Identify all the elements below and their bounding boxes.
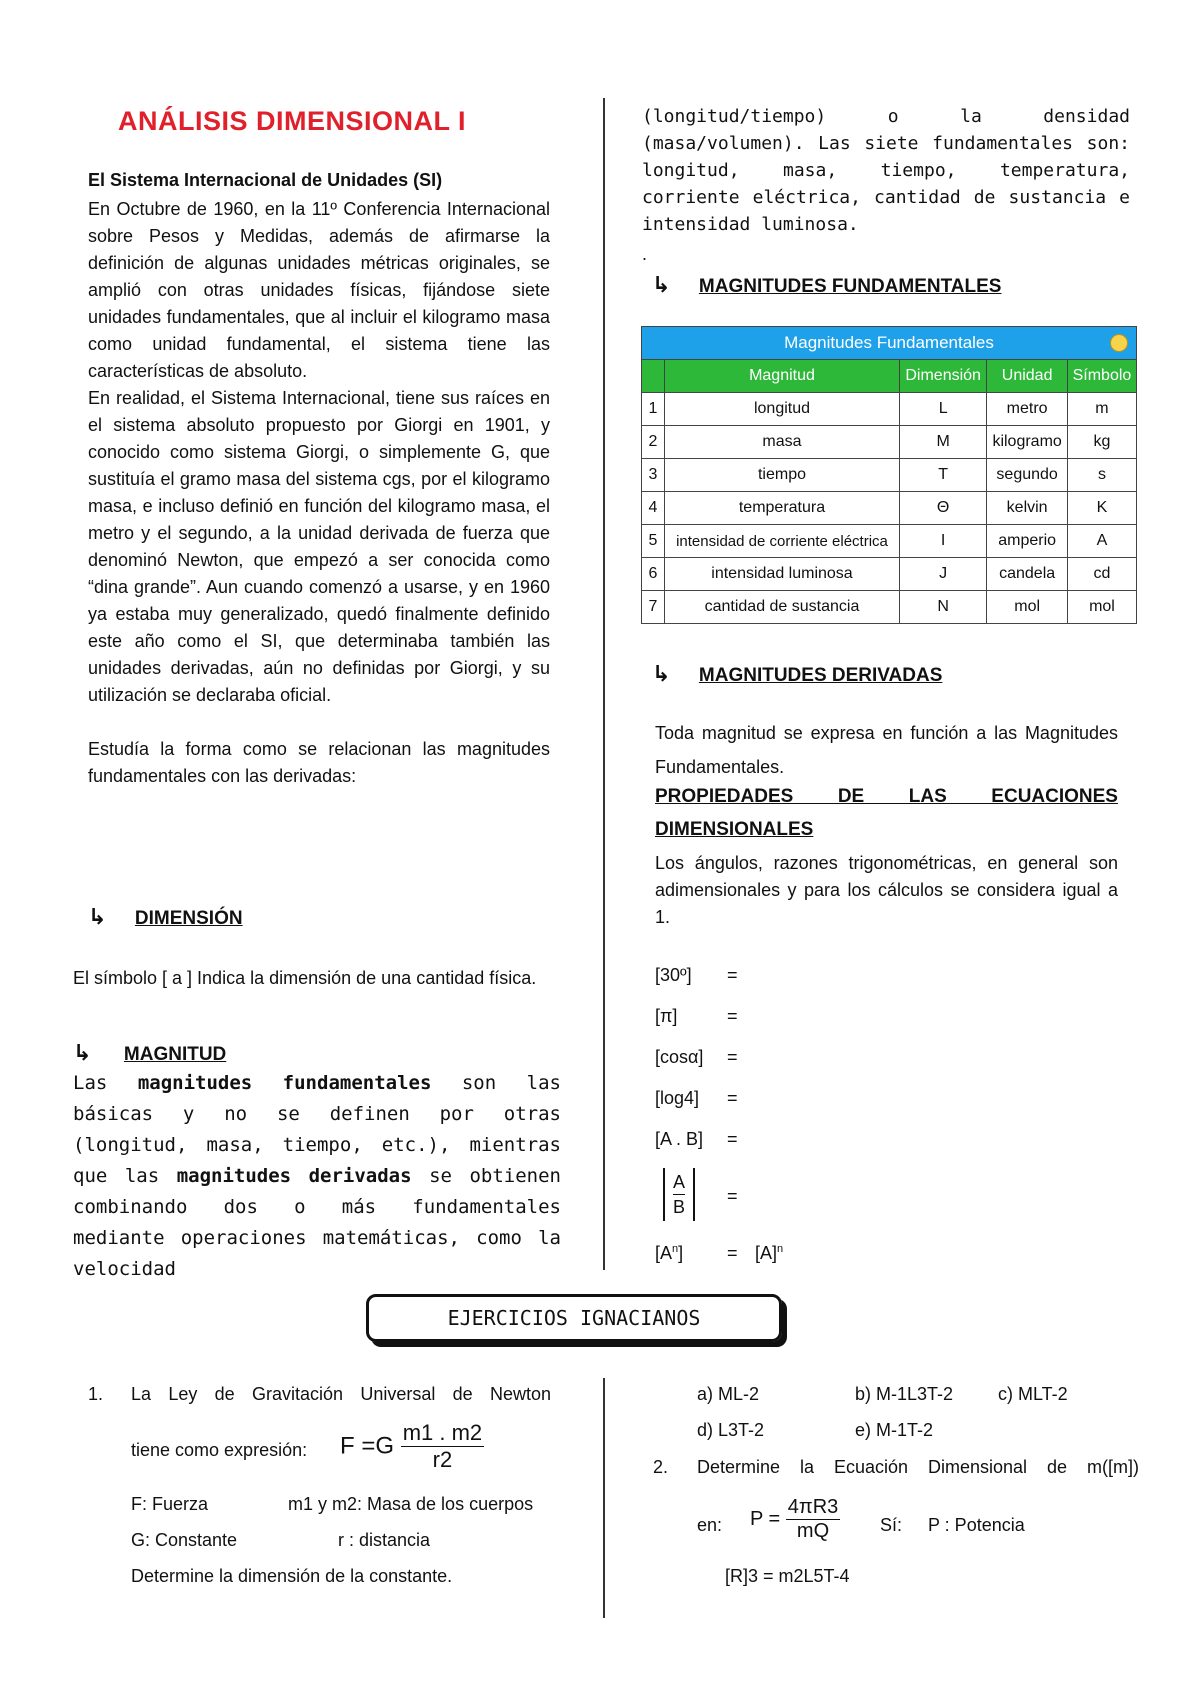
table-cell: 2: [642, 426, 665, 459]
equals-sign: =: [727, 1129, 738, 1149]
g-label: G: Constante: [131, 1530, 238, 1550]
table-cell: M: [899, 426, 986, 459]
table-cell: N: [899, 591, 986, 624]
exercise-1-question: Determine la dimensión de la constante.: [131, 1566, 453, 1586]
si-paragraph-2: En realidad, el Sistema Internacional, tiene sus raíces en el sistema absoluto propuesto por Giorgi en 1901, y conocido como sistema Giorgi, o simplemente G, que sustituía el gramo masa del sistema cgs, por el kilogramo masa, e incluso definió en función del kilogramo masa, el metro y el segundo, a la unidad derivada de fuerza que denominó Newton, que empezó a ser conocida como “dina grande”. Aun cuando comenzó a usarse, y en 1960 ya estaba muy generalizado, quedó finalmente definido este año como el SI, que determinaba también las unidades derivadas, aún no definidas por Giorgi, y su utilización se declaraba oficial.: [88, 388, 550, 705]
dimension-title: DIMENSIÓN: [134, 908, 243, 929]
answer-b: b) M-1L3T-2: [855, 1384, 954, 1404]
prop-expr: [π]: [655, 1006, 678, 1026]
prop-expr: [A: [655, 1243, 673, 1263]
prop-result: [755, 1243, 783, 1264]
magnitud-bold-derivadas: magnitudes derivadas: [176, 1165, 412, 1187]
ejercicios-title: EJERCICIOS IGNACIANOS: [366, 1294, 782, 1342]
table-cell: K: [1067, 492, 1136, 525]
arrow-icon: ↳: [73, 1040, 92, 1065]
table-cell: 3: [642, 459, 665, 492]
fundamentales-table-wrap: [641, 326, 1137, 624]
formula-fraction: [401, 1420, 484, 1473]
table-row: [642, 492, 1137, 525]
equals-sign: =: [727, 1243, 738, 1263]
fundamentales-heading: [652, 272, 1001, 298]
answer-a: a) ML-2: [697, 1384, 760, 1404]
prop-exponent: n: [777, 1243, 784, 1255]
clock-icon: [1110, 334, 1128, 352]
column-divider-bottom: [603, 1378, 605, 1618]
arrow-icon: ↳: [652, 661, 671, 686]
answer-e: e) M-1T-2: [855, 1420, 934, 1440]
prop-item-1: [655, 965, 738, 986]
prop-result-base: [A]: [755, 1243, 778, 1263]
table-cell: mol: [987, 591, 1068, 624]
table-header-dimension: Dimensión: [899, 360, 986, 393]
arrow-icon: ↳: [652, 272, 671, 297]
si-paragraph-1: En Octubre de 1960, en la 11º Conferencia Internacional sobre Pesos y Medidas, además de afirmarse la definición de algunas unidades métricas originales, se amplió con otras unidades físicas, fijándose siete unidades fundamentales, que al incluir el kilogramo masa como unidad fundamental, el sistema tiene las características de absoluto.: [88, 199, 550, 381]
exercise-1-line1: La Ley de Gravitación Universal de Newton: [131, 1384, 551, 1404]
table-cell: 5: [642, 525, 665, 558]
stray-dot: .: [642, 244, 648, 264]
gravitation-formula: [340, 1420, 484, 1473]
answer-d: d) L3T-2: [697, 1420, 765, 1440]
magnitud-text: [73, 1068, 561, 1285]
table-cell: tiempo: [665, 459, 900, 492]
table-cell: kg: [1067, 426, 1136, 459]
r-label: r : distancia: [338, 1530, 431, 1550]
dimension-heading: [88, 904, 243, 930]
exercise-1-line2: tiene como expresión:: [131, 1440, 308, 1460]
table-cell: segundo: [987, 459, 1068, 492]
si-heading: El Sistema Internacional de Unidades (SI): [88, 170, 443, 190]
magnitud-continuation: (longitud/tiempo) o la densidad (masa/volumen). Las siete fundamentales son: longitud, masa, tiempo, temperatura, corriente eléctrica, cantidad de sustancia e intensidad luminosa.: [642, 106, 1130, 235]
table-caption: [642, 327, 1137, 360]
table-cell: cd: [1067, 558, 1136, 591]
table-cell: I: [899, 525, 986, 558]
power-lhs: P =: [750, 1508, 781, 1530]
table-cell: Θ: [899, 492, 986, 525]
table-caption-text: Magnitudes Fundamentales: [784, 333, 994, 352]
power-formula: [750, 1496, 840, 1543]
si-section: [88, 167, 550, 790]
table-cell: cantidad de sustancia: [665, 591, 900, 624]
power-definition: P : Potencia: [928, 1515, 1025, 1535]
table-cell: amperio: [987, 525, 1068, 558]
derivadas-text: Toda magnitud se expresa en función a las Magnitudes Fundamentales.: [655, 723, 1118, 777]
prop-item-5: [655, 1129, 738, 1150]
table-header-simbolo: Símbolo: [1067, 360, 1136, 393]
magnitud-text-part: Las: [73, 1072, 138, 1094]
table-cell: temperatura: [665, 492, 900, 525]
f-label: F: Fuerza: [131, 1494, 209, 1514]
power-denominator: mQ: [796, 1520, 830, 1542]
magnitud-text-part: son las básicas y no se definen por otras (longitud, masa, tiempo, etc.), mientras que las: [73, 1072, 561, 1187]
power-fraction: [786, 1496, 841, 1543]
equals-sign: =: [727, 1088, 738, 1108]
prop-expr: [A . B]: [655, 1129, 704, 1149]
table-row: [642, 393, 1137, 426]
table-row: [642, 459, 1137, 492]
derivadas-title: MAGNITUDES DERIVADAS: [698, 665, 943, 686]
fundamentales-title: MAGNITUDES FUNDAMENTALES: [698, 276, 1002, 297]
prop-item-6: [663, 1168, 738, 1221]
table-cell: intensidad de corriente eléctrica: [665, 525, 900, 558]
table-cell: s: [1067, 459, 1136, 492]
exercise-2-line1: Determine la Ecuación Dimensional de m([m]): [697, 1457, 1139, 1477]
table-cell: J: [899, 558, 986, 591]
fraction-denominator: B: [673, 1197, 686, 1217]
table-cell: 6: [642, 558, 665, 591]
fraction-bracket: [663, 1168, 695, 1221]
table-header-magnitud: Magnitud: [665, 360, 900, 393]
table-cell: T: [899, 459, 986, 492]
table-cell: m: [1067, 393, 1136, 426]
propiedades-text: Los ángulos, razones trigonométricas, en general son adimensionales y para los cálculos se considera igual a 1.: [655, 853, 1118, 927]
prop-item-7: [655, 1243, 784, 1264]
exercise-2-number: 2.: [653, 1457, 669, 1477]
table-cell: L: [899, 393, 986, 426]
table-row: [642, 591, 1137, 624]
magnitud-bold-fundamentales: magnitudes fundamentales: [137, 1072, 432, 1094]
prop-exponent: n: [672, 1243, 679, 1255]
prop-expr: ]: [678, 1243, 684, 1263]
fraction-numerator: A: [673, 1170, 685, 1195]
r-relation: [R]3 = m2L5T-4: [725, 1566, 850, 1586]
dimension-text: El símbolo [ a ] Indica la dimensión de una cantidad física.: [73, 968, 537, 988]
table-cell: 1: [642, 393, 665, 426]
table-cell: intensidad luminosa: [665, 558, 900, 591]
table-cell: candela: [987, 558, 1068, 591]
table-header-unidad: Unidad: [987, 360, 1068, 393]
equals-sign: =: [727, 1047, 738, 1067]
magnitud-title: MAGNITUD: [123, 1044, 227, 1065]
equals-sign: =: [727, 1006, 738, 1026]
table-header-num: [642, 360, 665, 393]
table-cell: 7: [642, 591, 665, 624]
table-cell: mol: [1067, 591, 1136, 624]
si-paragraph-3: Estudía la forma como se relacionan las magnitudes fundamentales con las derivadas:: [88, 739, 550, 786]
answer-c: c) MLT-2: [998, 1384, 1068, 1404]
equals-sign: =: [727, 965, 738, 985]
prop-expr: [log4]: [655, 1088, 700, 1108]
prop-expr: [30º]: [655, 965, 692, 985]
magnitud-text-part: se obtienen combinando dos o más fundamentales mediante operaciones matemáticas, como la velocidad: [73, 1165, 561, 1280]
column-divider-top: [603, 98, 605, 1270]
m-label: m1 y m2: Masa de los cuerpos: [288, 1494, 534, 1514]
derivadas-heading: [652, 661, 942, 687]
fundamentales-table: [641, 326, 1137, 624]
table-cell: 4: [642, 492, 665, 525]
table-row: [642, 426, 1137, 459]
page-title: ANÁLISIS DIMENSIONAL I: [118, 106, 467, 136]
prop-item-4: [655, 1088, 738, 1109]
formula-denominator: r2: [432, 1447, 453, 1472]
propiedades-heading: PROPIEDADES DE LAS ECUACIONES DIMENSIONALES: [655, 786, 1118, 840]
table-cell: longitud: [665, 393, 900, 426]
prop-item-2: [655, 1006, 738, 1027]
magnitud-heading: [73, 1040, 226, 1066]
table-row: [642, 558, 1137, 591]
table-cell: metro: [987, 393, 1068, 426]
table-row: [642, 525, 1137, 558]
table-cell: A: [1067, 525, 1136, 558]
table-cell: kelvin: [987, 492, 1068, 525]
equals-sign: =: [727, 1186, 738, 1206]
formula-numerator: m1 . m2: [402, 1420, 483, 1445]
exercise-2-en: en:: [697, 1515, 723, 1535]
exercise-1-number: 1.: [88, 1384, 104, 1404]
table-cell: kilogramo: [987, 426, 1068, 459]
prop-item-3: [655, 1047, 738, 1068]
prop-expr: [cosα]: [655, 1047, 704, 1067]
table-cell: masa: [665, 426, 900, 459]
si-label: Sí:: [880, 1515, 903, 1535]
arrow-icon: ↳: [88, 904, 107, 929]
power-numerator: 4πR3: [787, 1496, 839, 1518]
formula-lhs: F =G: [340, 1432, 395, 1460]
